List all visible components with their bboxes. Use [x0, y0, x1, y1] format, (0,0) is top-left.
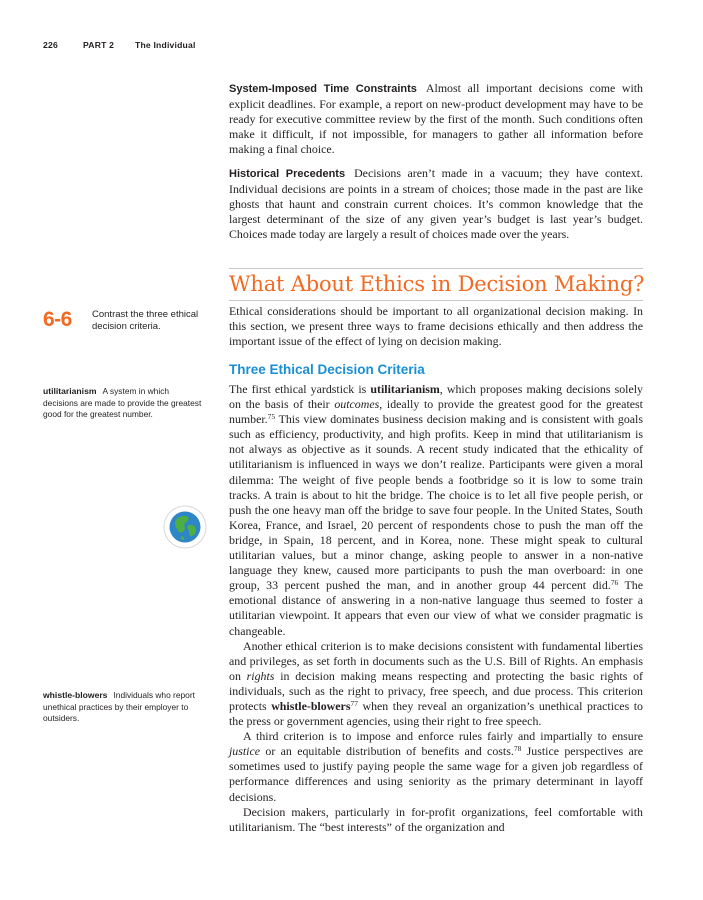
- text-run: The emotional distance of answering in a non-native language thus seemed to foster a utilitarian viewpoint. It appears that even our view of what we consider pragmatic is changeable.: [229, 578, 643, 638]
- key-term-whistle-blowers: whistle-blowers: [271, 698, 351, 713]
- text-run: when they reveal an organization’s unethical practices to the press or government agencies, using their right to free speech.: [229, 698, 643, 729]
- body-paragraph-2: [229, 639, 643, 730]
- section-rule-top: [229, 268, 643, 269]
- section-rule-bottom: [229, 300, 643, 301]
- section-intro: [229, 304, 643, 349]
- text-run: This view dominates business decision making and is consistent with goals such as efficiency, productivity, and high profits. Keep in mind that utilitarianism is not always as objective as it sounds. A recent study indicated that the ethicality of utilitarianism is influenced in ways we don’t realize. Participants were given a moral dilemma: The weight of five people bends a footbridge so it is low to some train tracks. A train is about to hit the bridge. The choice is to let all five people perish, or push the one heavy man off the bridge to save four people. In the United States, South Korea, France, and Israel, 20 percent of respondents chose to push the man off the bridge, in Spain, 18 percent, and in Korea, none. These might speak to cultural utilitarian values, but a minor change, asking people to answer in a non-native language they knew, caused more participants to push the man overboard: in one group, 33 percent pushed the man, and in another group 44 percent did.: [229, 412, 643, 593]
- text-run: in decision making means respecting and protecting the basic rights of individuals, such as the right to privacy, free speech, and due process. This criterion protects: [229, 668, 643, 713]
- paragraph-text: Almost all important decisions come with explicit deadlines. For example, a report on new-product development may have to be ready for executive committee review by the first of the month. Such conditions often make it difficult, if not impossible, for managers to gather all information before making a final choice.: [229, 81, 644, 157]
- body-paragraph-4: Decision makers, particularly in for-profit organizations, feel comfortable with utilitarianism. The “best interests” of the organization and: [229, 804, 643, 834]
- emphasis-rights: rights: [246, 668, 275, 683]
- text-run: Another ethical criterion is to make decisions consistent with fundamental liberties and privileges, as set forth in documents such as the U.S. Bill of Rights. An emphasis on: [229, 638, 643, 683]
- running-head: [43, 40, 196, 50]
- learning-objective-number: 6-6: [43, 308, 72, 331]
- body-text: [229, 382, 643, 835]
- glossary-term: utilitarianism: [43, 386, 97, 396]
- reference-76: 76: [610, 578, 619, 588]
- subsection-title: Three Ethical Decision Criteria: [229, 362, 425, 377]
- inline-heading: System-Imposed Time Constraints: [229, 83, 417, 95]
- body-paragraph-1: [229, 382, 643, 639]
- page-number: 226: [43, 40, 58, 50]
- text-run: The first ethical yardstick is: [229, 382, 371, 396]
- part-label: PART 2: [83, 40, 115, 50]
- text-run: or an equitable distribution of benefits and costs.: [260, 744, 514, 759]
- glossary-utilitarianism: [43, 386, 203, 421]
- globe-icon: [163, 505, 207, 549]
- reference-75: 75: [267, 412, 276, 422]
- key-term-utilitarianism: utilitarianism: [370, 382, 440, 396]
- emphasis-justice: justice: [229, 744, 261, 759]
- glossary-definition: A system in which decisions are made to provide the greatest good for the greatest number.: [43, 386, 202, 419]
- reference-77: 77: [350, 698, 358, 708]
- paragraph-historical-precedents: [229, 166, 643, 242]
- inline-heading: Historical Precedents: [229, 168, 346, 180]
- section-title: What About Ethics in Decision Making?: [229, 272, 645, 296]
- reference-78: 78: [513, 744, 522, 754]
- text-run: , ideally to provide the greatest good for the greatest number.: [229, 397, 643, 427]
- text-run: Justice perspectives are sometimes used to justify paying people the same wage for a given job regardless of performance differences and using seniority as the primary determinant in layoff decisions.: [229, 744, 643, 804]
- part-title: The Individual: [135, 40, 196, 50]
- paragraph-text: Decisions aren’t made in a vacuum; they have context. Individual decisions are points in a stream of choices; those made in the past are like ghosts that haunt and constrain current choices. It’s common knowledge that the largest determinant of the size of any given year’s budget is last year’s budget. Choices made today are largely a result of choices made over the years.: [229, 166, 643, 242]
- glossary-term: whistle-blowers: [43, 690, 108, 700]
- body-paragraph-3: [229, 729, 643, 804]
- glossary-whistle-blowers: [43, 690, 203, 725]
- glossary-definition: Individuals who report unethical practices by their employer to outsiders.: [43, 690, 195, 723]
- text-run: A third criterion is to impose and enforce rules fairly and impartially to ensure: [243, 729, 643, 744]
- emphasis-outcomes: outcomes: [334, 397, 380, 412]
- text-run: , which proposes making decisions solely on the basis of their: [229, 382, 643, 412]
- paragraph-time-constraints: [229, 81, 643, 157]
- learning-objective-text: Contrast the three ethical decision criteria.: [92, 309, 199, 332]
- section-intro-text: Ethical considerations should be important to all organizational decision making. In this section, we present three ways to frame decisions ethically and then address the important issue of the effect of lying on decision making.: [229, 304, 643, 349]
